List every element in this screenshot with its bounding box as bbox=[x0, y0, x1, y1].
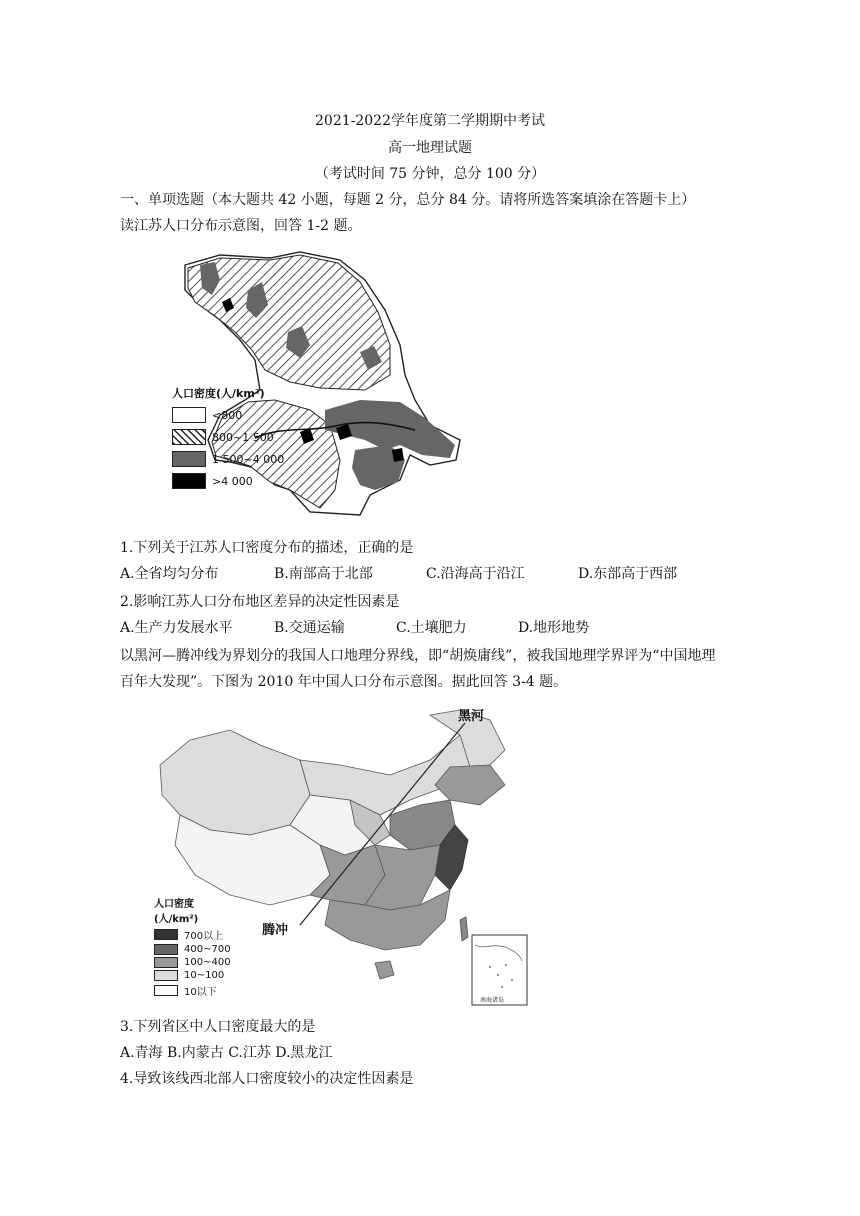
jiangsu-map-legend bbox=[172, 385, 284, 489]
legend-row-1500-4000 bbox=[172, 451, 284, 467]
q1-option-b: B.南部高于北部 bbox=[274, 566, 373, 582]
inset-label: 南海诸岛 bbox=[480, 997, 505, 1004]
q1-option-d: D.东部高于西部 bbox=[578, 566, 678, 582]
map1-intro: 读江苏人口分布示意图，回答 1-2 题。 bbox=[120, 218, 362, 234]
jiangsu-very-dense-4 bbox=[392, 448, 404, 462]
q3-options: A.青海 B.内蒙古 C.江苏 D.黑龙江 bbox=[120, 1045, 333, 1061]
legend-swatch-black bbox=[172, 473, 206, 489]
q3-stem: 3.下列省区中人口密度最大的是 bbox=[120, 1019, 316, 1035]
q2-option-c: C.土壤肥力 bbox=[396, 620, 467, 636]
q2-options bbox=[120, 617, 770, 637]
legend-row-800-1500 bbox=[172, 429, 284, 445]
legend-title-1: 人口密度 bbox=[154, 899, 194, 910]
legend-swatch-darkest bbox=[154, 929, 178, 940]
legend-label: <800 bbox=[212, 408, 243, 422]
legend-label: 10~100 bbox=[184, 970, 225, 981]
legend-swatch-grey bbox=[172, 451, 206, 467]
exam-title: 2021-2022学年度第二学期期中考试 bbox=[315, 113, 545, 129]
legend-label: 100~400 bbox=[184, 957, 231, 968]
legend-label: 10以下 bbox=[184, 987, 217, 998]
jiangsu-population-map bbox=[160, 250, 470, 525]
subject-title: 高一地理试题 bbox=[388, 140, 472, 156]
legend-swatch-light bbox=[154, 970, 178, 981]
q1-stem: 1.下列关于江苏人口密度分布的描述，正确的是 bbox=[120, 540, 414, 556]
legend-row-lt800 bbox=[172, 407, 284, 423]
legend-row-700 bbox=[154, 927, 231, 942]
q1-option-a: A.全省均匀分布 bbox=[120, 566, 219, 582]
q2-option-a: A.生产力发展水平 bbox=[120, 620, 233, 636]
q2-option-d: D.地形地势 bbox=[518, 620, 590, 636]
china-map-legend bbox=[154, 895, 231, 998]
legend-swatch-white bbox=[172, 407, 206, 423]
legend-row-100-400 bbox=[154, 957, 231, 968]
passage-line-2: 百年大发现”。下图为 2010 年中国人口分布示意图。据此回答 3-4 题。 bbox=[120, 674, 568, 690]
legend-title-2: (人/km²) bbox=[154, 914, 199, 925]
legend-label: 400~700 bbox=[184, 944, 231, 955]
legend-row-lt10 bbox=[154, 983, 231, 998]
legend-swatch-hatched bbox=[172, 429, 206, 445]
legend-label: 800~1 500 bbox=[212, 430, 274, 444]
section-heading: 一、单项选题（本大题共 42 小题，每题 2 分，总分 84 分。请将所选答案填涂在答题卡上） bbox=[120, 192, 696, 208]
passage-line-1: 以黑河—腾冲线为界划分的我国人口地理分界线，即“胡焕庸线”，被我国地理学界评为“中国地理 bbox=[120, 648, 716, 664]
legend-row-10-100 bbox=[154, 970, 231, 981]
legend-swatch-mid bbox=[154, 957, 178, 968]
legend-row-400-700 bbox=[154, 944, 231, 955]
q2-option-b: B.交通运输 bbox=[274, 620, 345, 636]
china-population-map bbox=[150, 705, 530, 1010]
legend-swatch-white bbox=[154, 985, 178, 996]
legend-label: >4 000 bbox=[212, 474, 253, 488]
legend-label: 1 500~4 000 bbox=[212, 452, 285, 466]
q1-options bbox=[120, 563, 770, 583]
legend-row-gt4000 bbox=[172, 473, 284, 489]
q1-option-c: C.沿海高于沿江 bbox=[426, 566, 525, 582]
legend-title: 人口密度(人/km²) bbox=[172, 387, 265, 400]
q2-stem: 2.影响江苏人口分布地区差异的决定性因素是 bbox=[120, 594, 400, 610]
label-tengchong: 腾冲 bbox=[262, 923, 289, 938]
q4-stem: 4.导致该线西北部人口密度较小的决定性因素是 bbox=[120, 1071, 414, 1087]
label-heihe: 黑河 bbox=[458, 709, 485, 724]
region-hainan bbox=[375, 961, 394, 979]
time-note: （考试时间 75 分钟，总分 100 分） bbox=[314, 166, 546, 182]
legend-swatch-dark bbox=[154, 944, 178, 955]
legend-label: 700以上 bbox=[184, 931, 224, 942]
region-taiwan bbox=[460, 917, 468, 941]
